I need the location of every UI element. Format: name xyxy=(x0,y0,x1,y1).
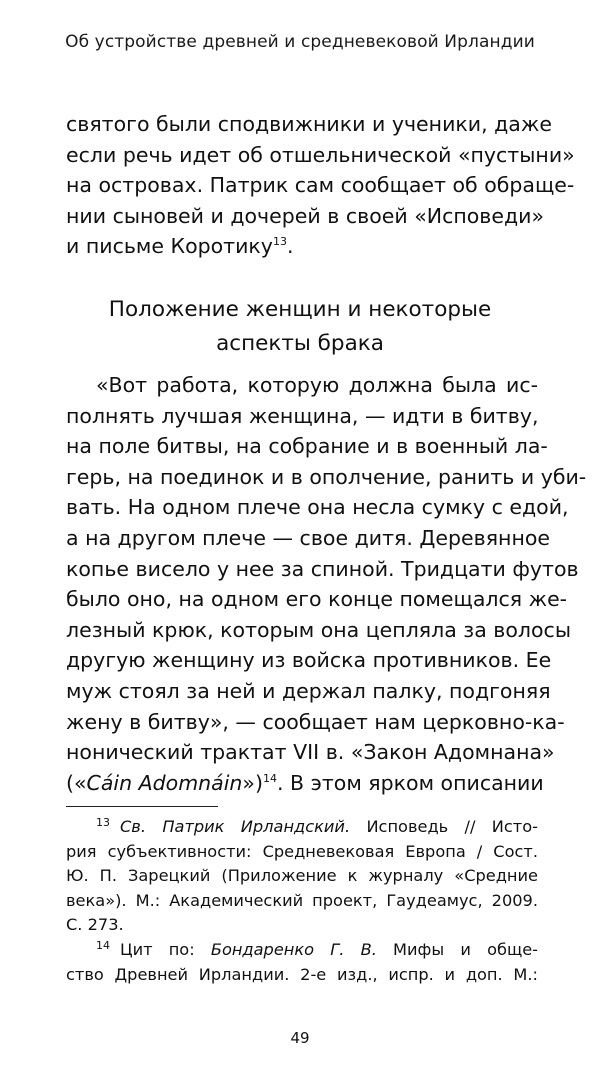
footnote-author: Бондаренко Г. В. xyxy=(210,939,377,959)
footnote-line: рия субъективности: Средневековая Европа / Сост. xyxy=(66,841,538,861)
text-line xyxy=(66,768,544,799)
footnote-line: века»). М.: Академический проект, Гаудеамус, 2009. xyxy=(66,890,538,910)
text-fragment: . xyxy=(286,234,294,259)
text-fragment: (« xyxy=(66,770,87,795)
text-line: на островах. Патрик сам сообщает об обраще- xyxy=(66,173,575,198)
footnote-author: Св. Патрик Ирландский. xyxy=(120,817,351,836)
footnote-line: ство Древней Ирландии. 2-е изд., испр. и доп. М.: xyxy=(66,964,538,984)
text-line: другую женщину из войска противников. Ее xyxy=(66,648,552,673)
footnote-13 xyxy=(66,815,538,840)
italic-title: Cáin Adomnáin xyxy=(86,770,243,795)
footnote-number: 14 xyxy=(96,938,110,952)
text-fragment: . В этом ярком описании xyxy=(276,770,544,795)
footnote-14 xyxy=(66,938,538,963)
text-line: если речь идет об отшельнической «пустыни» xyxy=(66,142,575,167)
text-fragment: Мифы и обще- xyxy=(376,939,538,959)
footnote-ref-14[interactable]: 14 xyxy=(262,771,277,785)
text-line: полнять лучшая женщина, — идти в битву, xyxy=(66,403,539,428)
running-head: Об устройстве древней и средневековой Ирландии xyxy=(65,32,535,52)
text-line: герь, на поединок и в ополчение, ранить и уби- xyxy=(66,464,587,489)
footnote-line: Ю. П. Зарецкий (Приложение к журналу «Средние xyxy=(66,866,538,886)
text-line: вать. На одном плече она несла сумку с едой, xyxy=(66,495,569,520)
text-line: было оно, на одном его конце помещался же- xyxy=(66,587,568,612)
text-line: святого были сподвижники и ученики, даже xyxy=(66,112,552,136)
text-line: на поле битвы, на собрание и в военный ла- xyxy=(66,434,548,459)
text-fragment: Цит по: xyxy=(120,939,211,959)
paragraph-1 xyxy=(66,109,575,262)
text-line: нонический трактат VII в. «Закон Адомнана» xyxy=(66,740,555,765)
footnote-ref-13[interactable]: 13 xyxy=(272,235,287,249)
footnote-divider xyxy=(66,806,218,807)
text-line: муж стоял за ней и держал палку, подгоняя xyxy=(66,678,551,703)
text-line: нии сыновей и дочерей в своей «Исповеди» xyxy=(66,203,545,228)
text-fragment: Исповедь // Исто- xyxy=(350,817,538,836)
text-fragment: и письме Коротику xyxy=(66,234,273,259)
footnote-number: 13 xyxy=(96,815,110,829)
footnotes xyxy=(66,815,538,987)
text-line: жену в битву», — сообщает нам церковно-ка- xyxy=(66,709,565,734)
footnote-line: С. 273. xyxy=(66,915,124,935)
heading-line: Положение женщин и некоторые xyxy=(108,297,492,322)
heading-line: аспекты брака xyxy=(216,331,384,356)
page-number: 49 xyxy=(290,1029,310,1047)
text-line: «Вот работа, которую должна была ис- xyxy=(96,373,538,397)
text-line xyxy=(66,231,538,262)
text-line: копье висело у нее за спиной. Тридцати футов xyxy=(66,556,579,581)
section-heading xyxy=(0,293,600,361)
text-line: а на другом плече — свое дитя. Деревянное xyxy=(66,525,551,550)
text-line: лезный крюк, которым она цепляла за волосы xyxy=(66,617,572,642)
paragraph-2 xyxy=(66,370,587,798)
text-fragment: ») xyxy=(242,770,263,795)
